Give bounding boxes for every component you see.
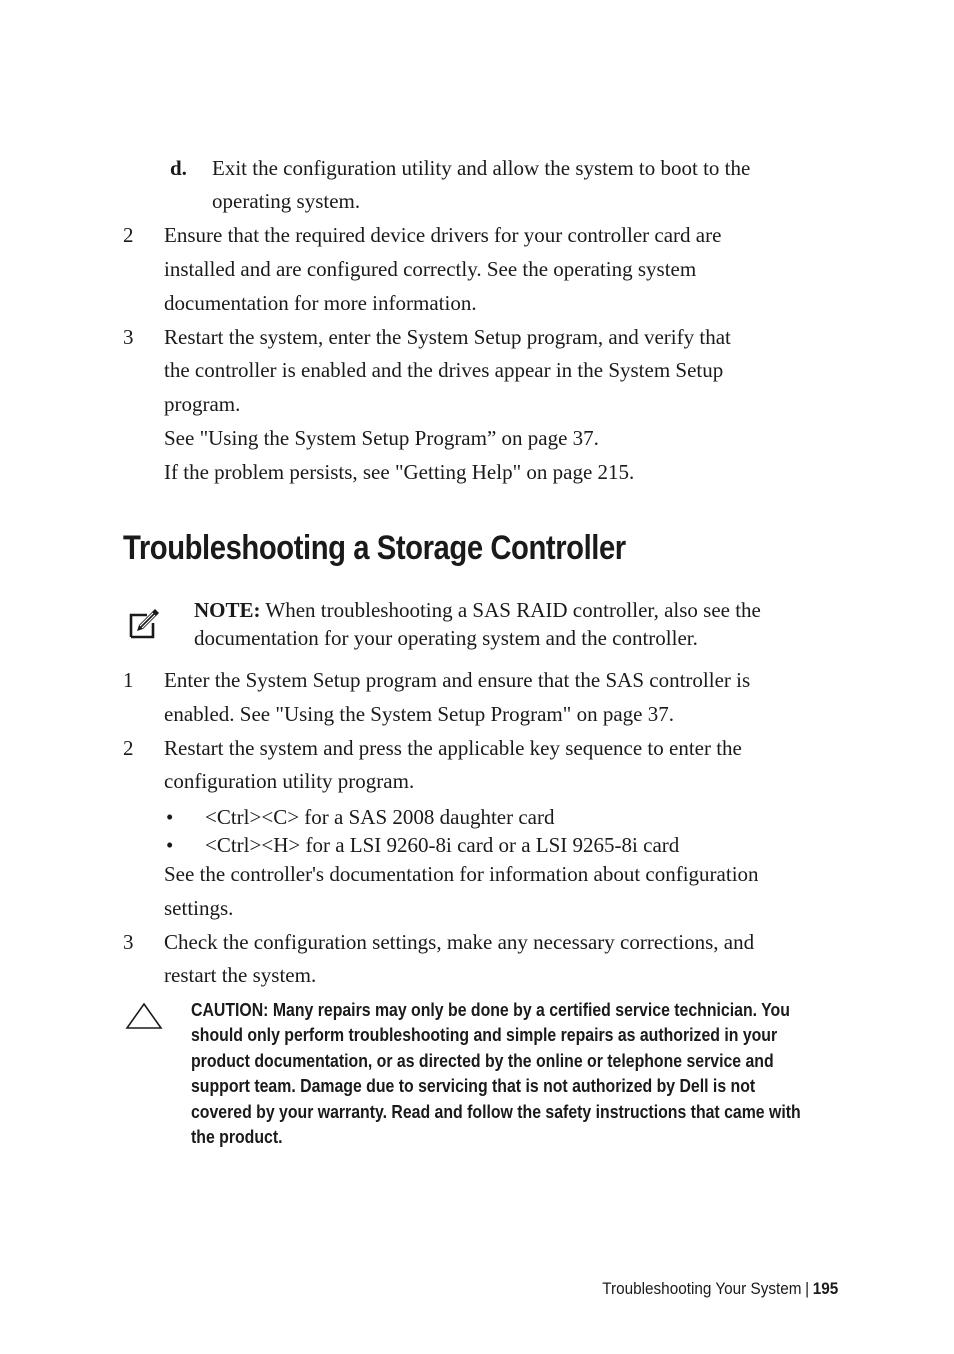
- step-3b-line-2: restart the system.: [164, 963, 317, 987]
- step-2b-line-2: configuration utility program.: [164, 769, 415, 793]
- step-1b-marker: 1: [123, 668, 134, 692]
- caution-line: should only perform troubleshooting and simple repairs as authorized in your: [191, 1025, 778, 1046]
- footer-separator: |: [804, 1279, 809, 1298]
- step-1b-line-1: Enter the System Setup program and ensure that the SAS controller is: [164, 668, 751, 692]
- caution-line: covered by your warranty. Read and follow the safety instructions that came with: [191, 1101, 801, 1122]
- note-line-1: [194, 596, 761, 624]
- step-3a-line-3: program.: [164, 392, 241, 416]
- step-2a-line-3: documentation for more information.: [164, 291, 477, 315]
- caution-line: support team. Damage due to servicing that is not authorized by Dell is not: [191, 1076, 756, 1097]
- step-3a-see-reference: See "Using the System Setup Program” on page 37.: [164, 426, 599, 450]
- step-2a-marker: 2: [123, 223, 134, 247]
- caution-triangle-icon: [125, 1002, 163, 1030]
- step-2b-after-line-2: settings.: [164, 896, 234, 920]
- step-d-line-2: operating system.: [212, 189, 361, 213]
- step-3a-line-2: the controller is enabled and the drives appear in the System Setup: [164, 358, 724, 382]
- step-3a-line-1: Restart the system, enter the System Setup program, and verify that: [164, 325, 731, 349]
- bullet-dot: •: [166, 833, 174, 857]
- step-3b-marker: 3: [123, 930, 134, 954]
- caution-line: the product.: [191, 1127, 283, 1148]
- section-heading: Troubleshooting a Storage Controller: [123, 529, 626, 567]
- caution-line: product documentation, or as directed by the online or telephone service and: [191, 1050, 774, 1071]
- footer-section-title: Troubleshooting Your System: [601, 1279, 802, 1298]
- step-d-line-1: Exit the configuration utility and allow the system to boot to the: [212, 156, 751, 180]
- note-text-1: When troubleshooting a SAS RAID controller, also see the: [265, 598, 761, 622]
- note-block: [194, 596, 761, 652]
- note-label: NOTE:: [194, 598, 261, 622]
- bullet-item-ctrl-c: <Ctrl><C> for a SAS 2008 daughter card: [205, 805, 555, 829]
- step-2a-line-2: installed and are configured correctly. See the operating system: [164, 257, 697, 281]
- bullet-item-ctrl-h: <Ctrl><H> for a LSI 9260-8i card or a LSI 9265-8i card: [205, 833, 680, 857]
- bullet-dot: •: [166, 805, 174, 829]
- note-pencil-icon: [128, 606, 162, 640]
- note-text-2: documentation for your operating system and the controller.: [194, 626, 698, 650]
- step-3a-persist-reference: If the problem persists, see "Getting Help" on page 215.: [164, 460, 635, 484]
- step-2b-line-1: Restart the system and press the applicable key sequence to enter the: [164, 736, 742, 760]
- page-footer: [602, 1272, 838, 1306]
- caution-line: CAUTION: Many repairs may only be done by a certified service technician. You: [191, 1000, 790, 1020]
- step-1b-line-2: enabled. See "Using the System Setup Program" on page 37.: [164, 702, 674, 726]
- step-2b-marker: 2: [123, 736, 134, 760]
- step-2b-after-line-1: See the controller's documentation for information about configuration: [164, 862, 759, 886]
- step-d-marker: d.: [170, 156, 187, 180]
- step-3b-line-1: Check the configuration settings, make any necessary corrections, and: [164, 930, 755, 954]
- step-3a-marker: 3: [123, 325, 134, 349]
- step-2a-line-1: Ensure that the required device drivers for your controller card are: [164, 223, 722, 247]
- caution-block: [191, 998, 801, 1150]
- page-number: 195: [812, 1279, 838, 1298]
